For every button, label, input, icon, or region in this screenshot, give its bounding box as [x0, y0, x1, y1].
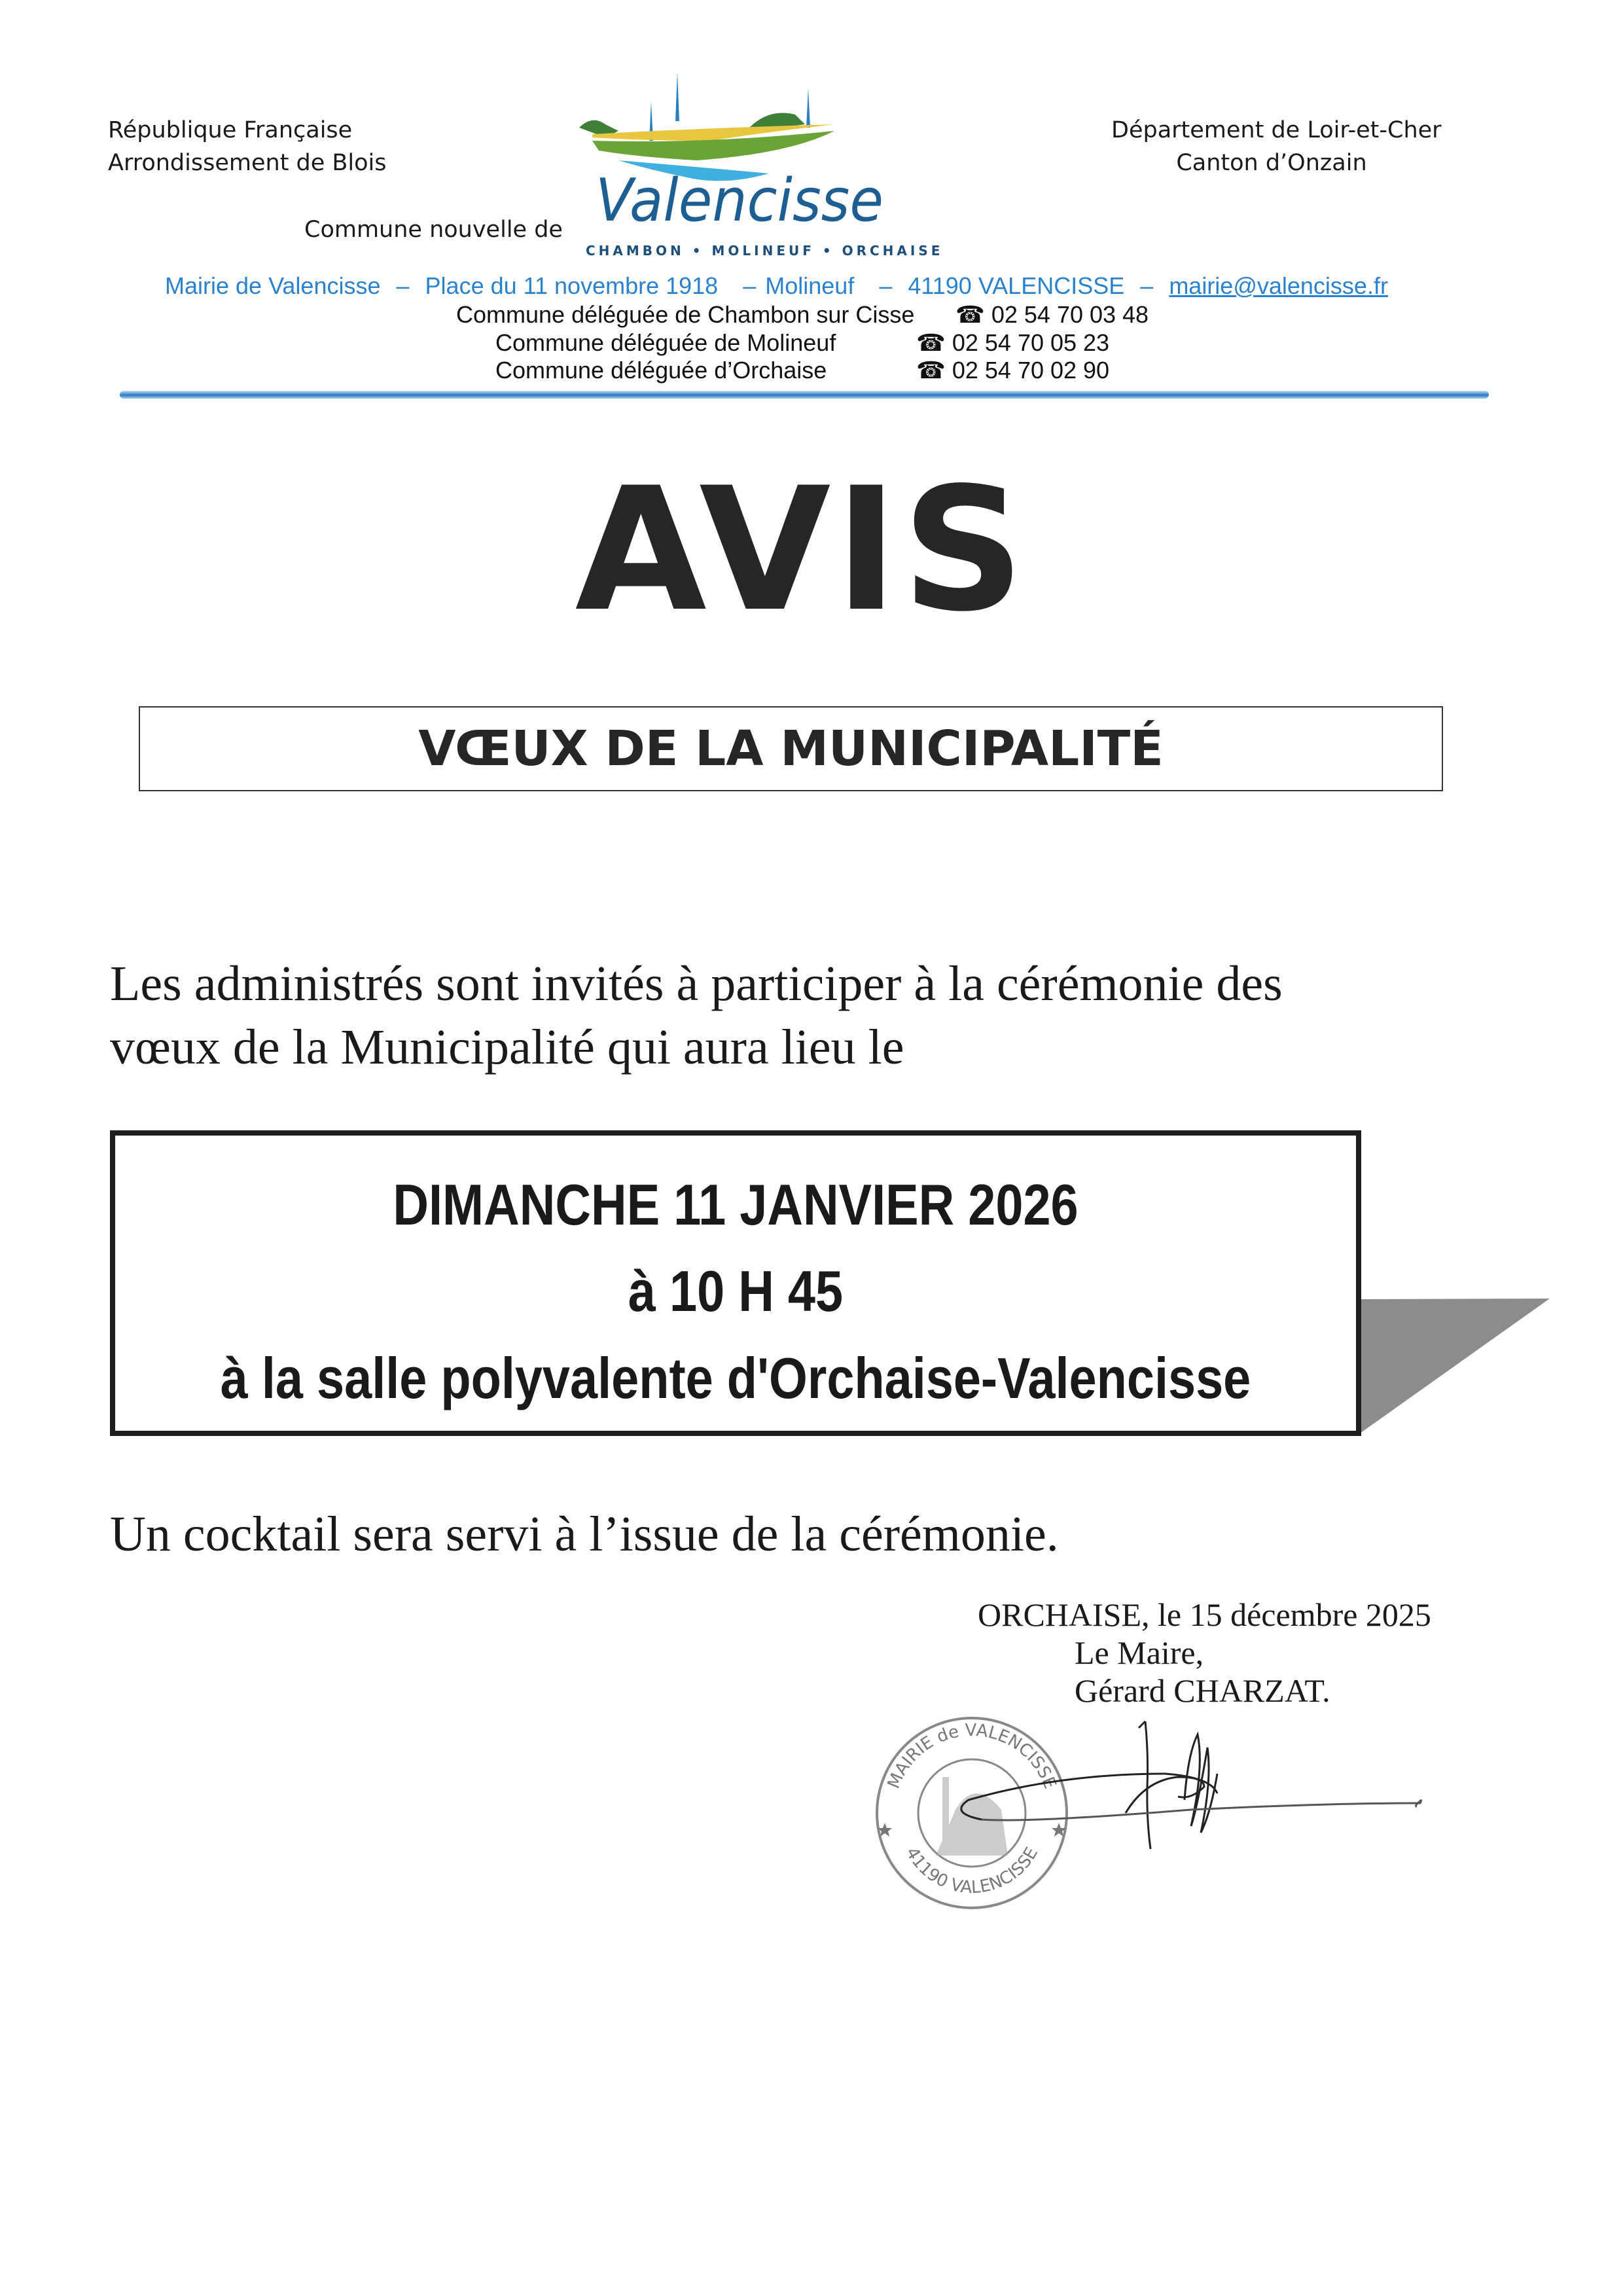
commune-nouvelle-label: Commune nouvelle de — [304, 217, 563, 243]
commune-label: Commune déléguée de Molineuf — [495, 329, 836, 356]
email-link[interactable]: mairie@valencisse.fr — [1169, 272, 1388, 299]
logo-subtitle: CHAMBON • MOLINEUF • ORCHAISE — [586, 243, 944, 259]
subtitle-box — [139, 706, 1443, 791]
logo-wordmark: Valencisse — [596, 166, 883, 235]
signatory-name: Gérard CHARZAT. — [1075, 1672, 1330, 1709]
notice-title: AVIS — [575, 452, 1029, 649]
arrondissement-label: Arrondissement de Blois — [108, 150, 387, 176]
phone-orchaise — [916, 357, 1109, 384]
mairie-name: Mairie de Valencisse — [165, 272, 381, 299]
departement-label: Département de Loir-et-Cher — [1111, 117, 1442, 143]
canton-label: Canton d’Onzain — [1176, 150, 1367, 176]
event-location: à la salle polyvalente d'Orchaise-Valencisse — [220, 1346, 1251, 1410]
commune-label: Commune déléguée d’Orchaise — [495, 357, 827, 384]
place-date: ORCHAISE, le 15 décembre 2025 — [978, 1596, 1431, 1633]
mairie-postal: 41190 VALENCISSE — [908, 272, 1125, 299]
separator: – — [1140, 272, 1154, 299]
valencisse-logo — [579, 69, 944, 265]
commune-row-chambon — [456, 301, 914, 329]
stamp-text-bottom: 41190 VALENCISSE — [901, 1844, 1043, 1898]
commune-row-molineuf — [495, 329, 836, 357]
separator: – — [879, 272, 893, 299]
header-left — [108, 114, 387, 179]
separator: – — [396, 272, 410, 299]
intro-line: vœux de la Municipalité qui aura lieu le — [110, 1020, 904, 1075]
mairie-locality: Molineuf — [765, 272, 855, 299]
intro-paragraph — [110, 952, 1283, 1079]
closing-text: Un cocktail sera servi à l’issue de la cérémonie. — [110, 1507, 1059, 1562]
header-right — [1111, 114, 1442, 179]
phone-chambon — [955, 301, 1149, 329]
event-box — [110, 1130, 1361, 1436]
phone-icon: ☎ — [955, 301, 985, 328]
phone-molineuf — [916, 329, 1109, 357]
event-time: à 10 H 45 — [628, 1259, 844, 1323]
separator: – — [743, 272, 757, 299]
commune-row-orchaise — [495, 357, 827, 384]
phone-number: 02 54 70 05 23 — [952, 329, 1110, 356]
event-date: DIMANCHE 11 JANVIER 2026 — [393, 1172, 1079, 1237]
handwritten-signature — [929, 1715, 1440, 1862]
contact-line — [165, 272, 1388, 300]
stamp-text-top: MAIRIE de VALENCISSE — [883, 1720, 1060, 1792]
republique-label: République Française — [108, 117, 353, 143]
phone-icon: ☎ — [916, 329, 946, 356]
event-box-shadow — [1360, 1296, 1556, 1443]
commune-label: Commune déléguée de Chambon sur Cisse — [456, 301, 915, 328]
mairie-address: Place du 11 novembre 1918 — [425, 272, 719, 299]
header-divider — [120, 391, 1489, 399]
intro-line: Les administrés sont invités à participer à la cérémonie des — [110, 956, 1283, 1011]
phone-number: 02 54 70 02 90 — [952, 357, 1110, 384]
notice-subtitle: VŒUX DE LA MUNICIPALITÉ — [418, 721, 1164, 777]
phone-number: 02 54 70 03 48 — [991, 301, 1149, 328]
phone-icon: ☎ — [916, 357, 946, 384]
signatory-role: Le Maire, — [1075, 1634, 1204, 1671]
